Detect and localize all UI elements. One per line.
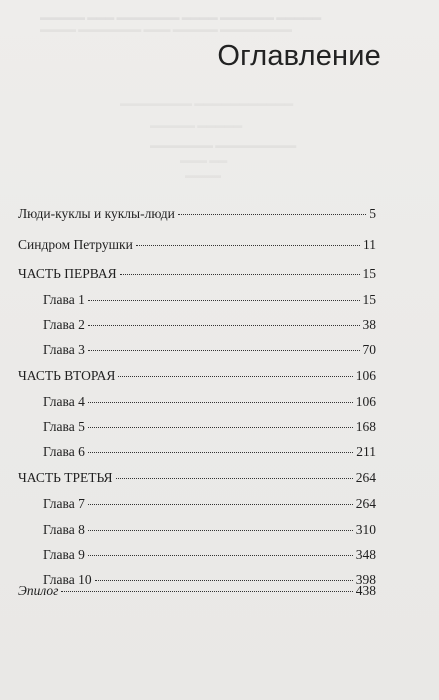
- toc-entry-page-number: 15: [362, 292, 376, 307]
- toc-entry: [18, 368, 376, 386]
- dot-leader: [61, 591, 352, 592]
- toc-entry-page-number: 211: [356, 444, 376, 459]
- toc-entry-page-number: 106: [355, 368, 376, 383]
- toc-entry-label: Глава 7: [43, 496, 85, 511]
- toc-entry-label: Глава 5: [43, 419, 85, 434]
- toc-entry: [43, 547, 376, 565]
- toc-entry: [43, 292, 376, 310]
- toc-entry-label: Глава 6: [43, 444, 85, 459]
- dot-leader: [136, 245, 360, 246]
- dot-leader: [88, 350, 360, 351]
- toc-entry-label: Глава 2: [43, 317, 85, 332]
- dot-leader: [88, 555, 353, 556]
- toc-entry-label: Глава 10: [43, 572, 92, 587]
- toc-entry: [43, 342, 376, 360]
- toc-entry: [18, 206, 376, 224]
- toc-entry-page-number: 398: [355, 572, 376, 587]
- toc-entry-page-number: 310: [355, 522, 376, 537]
- dot-leader: [88, 402, 353, 403]
- toc-entry: [18, 266, 376, 284]
- toc-entry-label: ЧАСТЬ ТРЕТЬЯ: [18, 470, 113, 485]
- dot-leader: [88, 300, 360, 301]
- toc-entry-page-number: 264: [355, 470, 376, 485]
- toc-entry: [18, 470, 376, 488]
- toc-entry-label: Эпилог: [18, 583, 59, 598]
- toc-entry-page-number: 348: [355, 547, 376, 562]
- bleed-through-texture-4: ▬▬▬▬▬ ▬▬▬▬▬: [150, 120, 243, 130]
- bleed-through-texture-5: ▬▬▬▬▬▬▬ ▬▬▬▬▬▬▬▬▬: [150, 140, 297, 150]
- toc-entry: [43, 444, 376, 462]
- toc-entry: [43, 496, 376, 514]
- page-title: Оглавление: [217, 40, 381, 72]
- dot-leader: [88, 530, 353, 531]
- toc-entry-page-number: 38: [362, 317, 376, 332]
- toc-entry: [43, 419, 376, 437]
- toc-entry-label: Глава 3: [43, 342, 85, 357]
- toc-entry-page-number: 168: [355, 419, 376, 434]
- toc-entry-label: Глава 1: [43, 292, 85, 307]
- toc-entry: [43, 317, 376, 335]
- dot-leader: [88, 504, 353, 505]
- toc-entry-page-number: 15: [362, 266, 376, 281]
- toc-entry-label: Глава 9: [43, 547, 85, 562]
- bleed-through-texture-6: ▬▬▬ ▬▬: [180, 155, 228, 165]
- toc-entry-label: Глава 4: [43, 394, 85, 409]
- dot-leader: [88, 325, 360, 326]
- bleed-through-texture: ▬▬▬▬▬ ▬▬▬ ▬▬▬▬▬▬▬ ▬▬▬▬ ▬▬▬▬▬▬ ▬▬▬▬▬: [40, 12, 322, 22]
- toc-entry-label: ЧАСТЬ ВТОРАЯ: [18, 368, 116, 383]
- toc-entry-page-number: 438: [355, 583, 376, 598]
- toc-entry-page-number: 11: [363, 237, 376, 252]
- dot-leader: [95, 580, 353, 581]
- toc-entry: [43, 522, 376, 540]
- bleed-through-texture-3: ▬▬▬▬▬▬▬▬ ▬▬▬▬▬▬▬▬▬▬▬: [120, 98, 294, 108]
- toc-entry: [18, 583, 376, 601]
- toc-entry-page-number: 5: [369, 206, 376, 221]
- bleed-through-texture-7: ▬▬▬▬: [185, 170, 221, 180]
- toc-entry-label: Глава 8: [43, 522, 85, 537]
- toc-entry-label: ЧАСТЬ ПЕРВАЯ: [18, 266, 117, 281]
- dot-leader: [120, 274, 360, 275]
- dot-leader: [88, 452, 353, 453]
- toc-entry: [18, 237, 376, 255]
- toc-entry-label: Люди-куклы и куклы-люди: [18, 206, 175, 221]
- toc-entry-page-number: 264: [355, 496, 376, 511]
- toc-entry-page-number: 106: [355, 394, 376, 409]
- dot-leader: [88, 427, 353, 428]
- toc-entry-page-number: 70: [362, 342, 376, 357]
- bleed-through-texture-2: ▬▬▬▬ ▬▬▬▬▬▬▬ ▬▬▬ ▬▬▬▬▬ ▬▬▬▬▬▬▬▬: [40, 24, 292, 34]
- dot-leader: [116, 478, 353, 479]
- toc-entry: [43, 394, 376, 412]
- dot-leader: [178, 214, 366, 215]
- toc-entry-label: Синдром Петрушки: [18, 237, 133, 252]
- dot-leader: [118, 376, 352, 377]
